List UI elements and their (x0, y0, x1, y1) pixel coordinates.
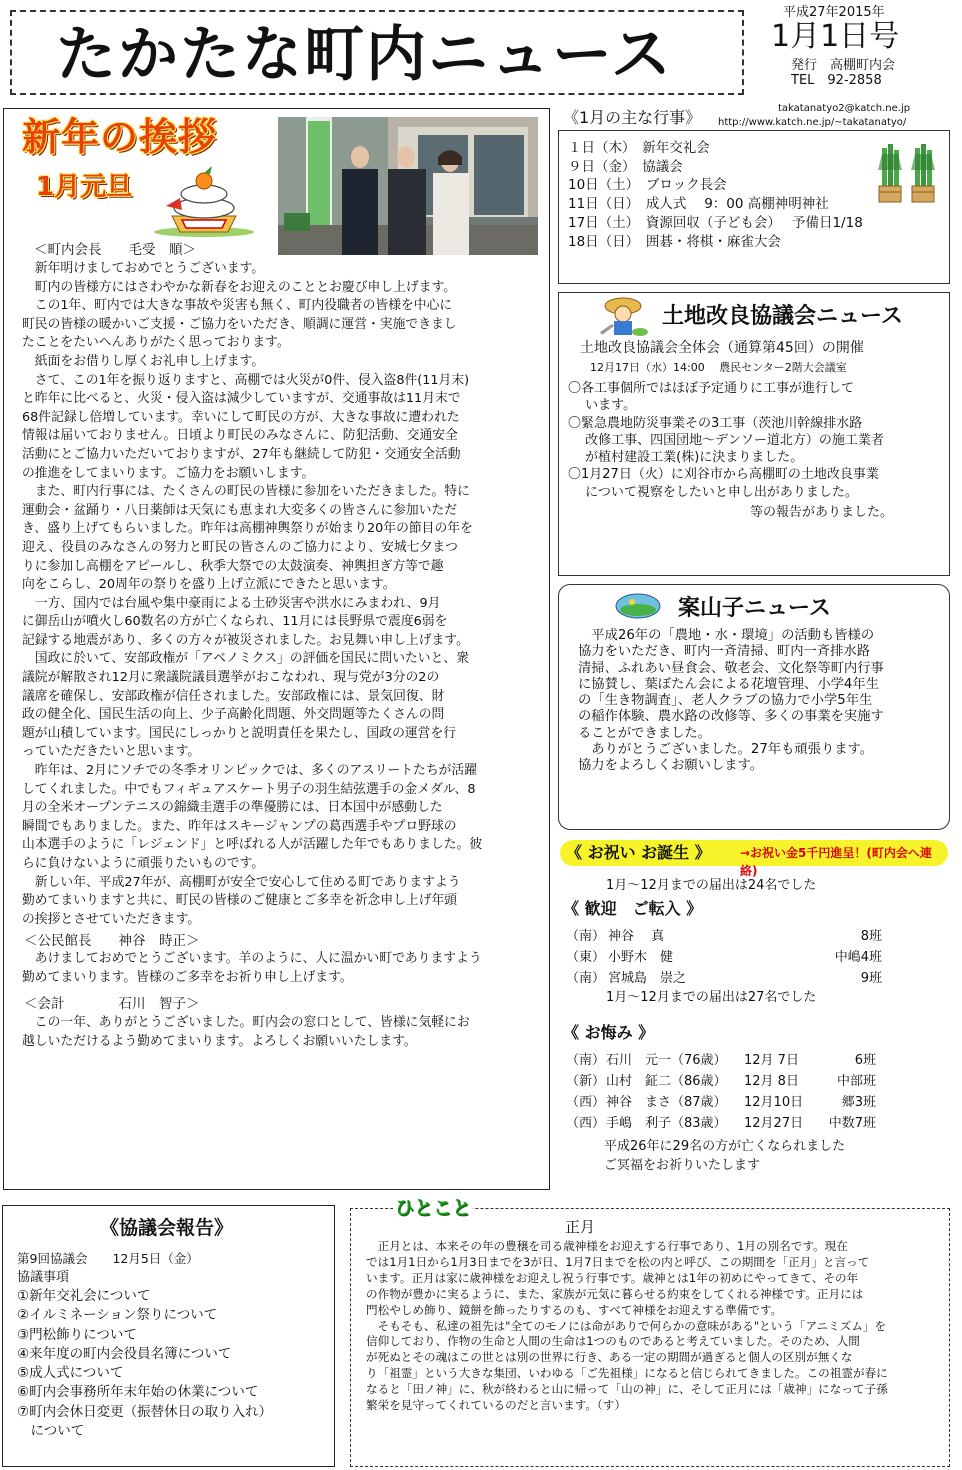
event-item: ９日（金） 協議会 (568, 158, 683, 175)
chair-line: また、町内行事には、たくさんの町民の皆様に参加をいただきました。特に (22, 484, 470, 500)
chair-line: に御岳山が噴火し60数名の方が亡くなられ、11月には長野県で震度6弱を (22, 614, 448, 630)
scarecrow-news-title: 案山子ニュース (678, 596, 831, 621)
condolence-date: 12月 8日 (744, 1074, 799, 1089)
chair-line: 新しい年、平成27年が、高棚町が安全で安心して住める町でありますよう (22, 874, 461, 890)
farmer-mascot-icon (594, 296, 652, 338)
condolence-date: 12月27日 (744, 1116, 804, 1131)
hitokoto-line: 繁栄を見守ってくれているのだと言います。（す） (366, 1398, 626, 1413)
event-item: １日（木） 新年交礼会 (568, 140, 710, 156)
welcome-name: 神谷 真 (608, 929, 665, 944)
chair-line: 活動にとご協力いただいておりますが、27年も継続して防犯・交通安全活動 (22, 446, 461, 462)
condolence-group: 郷3班 (841, 1095, 876, 1110)
land-line: 〇緊急農地防災事業その3工事（茨池川幹線排水路 (568, 415, 863, 431)
condolence-name: 手嶋 利子（83歳） (606, 1116, 727, 1131)
hitokoto-title: 正月 (565, 1218, 596, 1236)
issue-info (757, 5, 947, 97)
council-item: ⑥町内会事務所年末年始の休業について (17, 1384, 259, 1401)
scarecrow-line: ることができました。 (578, 725, 711, 741)
hitokoto-line: の作物が豊かに実るように、また、家族が元気に暮らせる約束をしてくれる神様です。正月には (366, 1286, 864, 1301)
contact-url[interactable]: http://www.katch.ne.jp/~takatanatyo/ (718, 117, 907, 128)
hitokoto-line: います。正月は家に歳神様をお迎えし祝う行事です。歳神とは1年の初めにやってきて、その年 (366, 1270, 859, 1285)
chair-line: の推進をしてまいります。ご協力をお願いします。 (22, 465, 315, 481)
condolence-group: 6班 (854, 1053, 876, 1068)
chair-line: 議院が解散され12月に衆議院議員選挙がおこなわれ、現与党が3分の2の (22, 670, 440, 686)
celebration-title: 《 お祝い お誕生 》 (566, 843, 711, 862)
welcome-row (566, 926, 882, 947)
scarecrow-line: の稲作体験、農水路の改修等、多くの事業を実施す (578, 709, 884, 725)
chair-line: りに参加し高棚をアピールし、秋季大祭での太鼓演奏、神輿担ぎ方等で趣 (22, 558, 444, 574)
chair-message (22, 260, 482, 929)
hall-message (22, 950, 482, 987)
treasurer-message (22, 1014, 470, 1051)
chair-line: 町内の皆様方にはさわやかな新春をお迎えのこととお慶び申し上げます。 (22, 279, 457, 295)
land-line: 改修工事、四国団地～デンソー道北方）の施工業者 (568, 432, 884, 448)
chair-line: 運動会・盆踊り・八日薬師は天気にも恵まれ大変多くの皆さんに参加いただ (22, 502, 458, 518)
hitokoto-line: 信仰しており、作物の生命と人間の生命は1つのものであると考えていました。そのため、人間 (366, 1334, 860, 1349)
welcome-group: 9班 (860, 971, 882, 986)
hall-line: 勤めてまいります。皆様のご多幸をお祈り申し上げます。 (22, 969, 353, 985)
council-item: ⑤成人式について (17, 1365, 124, 1382)
condolence-date: 12月10日 (744, 1095, 804, 1110)
condolence-area: （西） (566, 1116, 606, 1131)
condolence-row (566, 1050, 876, 1071)
hitokoto-line: 門松やしめ飾り、鏡餅を飾ったりするのも、すべて神様をお迎えする準備です。 (366, 1302, 783, 1317)
issue-date: 1月1日号 (771, 19, 900, 54)
chair-line: 迎え、役員のみなさんの努力と町民の皆さんのご協力により、安城七夕まつ (22, 539, 458, 555)
council-meeting: 第9回協議会 12月5日（金） (17, 1251, 199, 1266)
chair-line: 国政に於いて、安部政権が「アベノミクス」の評価を国民に問いたいと、衆 (22, 651, 469, 667)
scarecrow-line: 平成26年の「農地・水・環境」の活動も皆様の (578, 628, 875, 643)
greeting-subtitle: 1月元旦 (36, 172, 133, 202)
welcome-name: 宮城島 崇之 (608, 971, 687, 986)
scarecrow-report (578, 628, 884, 775)
welcome-name: 小野木 健 (608, 950, 674, 965)
welcome-row (566, 947, 882, 968)
treasurer-line: 越しいただけるよう勤めてまいります。よろしくお願いいたします。 (22, 1033, 417, 1049)
condolence-name: 石川 元一（76歳） (606, 1053, 727, 1068)
welcome-group: 8班 (860, 929, 882, 944)
phone-number: TEL 92-2858 (791, 73, 882, 88)
welcome-area: （南） (566, 929, 606, 944)
welcome-row (566, 968, 882, 989)
chair-line: 紙面をお借りし厚くお礼申し上げます。 (22, 353, 265, 369)
land-line: 〇各工事個所ではほぼ予定通りに工事が進行して (568, 381, 855, 396)
land-headline: 土地改良協議会全体会（通算第45回）の開催 (580, 340, 864, 356)
condolence-date: 12月 7日 (744, 1053, 799, 1068)
scarecrow-logo-icon (614, 592, 662, 620)
chair-line: たことをたいへんありがたく思っております。 (22, 335, 290, 351)
chair-line: の挨拶とさせていただきます。 (22, 911, 201, 927)
council-item: ②イルミネーション祭りについて (17, 1307, 218, 1324)
chair-line: き、盛り上げてもらいました。昨年は高棚神輿祭りが始まり20年の節目の年を (22, 521, 473, 537)
chair-label: ＜町内会長 毛受 順＞ (34, 242, 196, 258)
welcome-group: 中嶋4班 (834, 950, 882, 965)
land-line: 等の報告がありました。 (568, 505, 894, 521)
council-item: ①新年交礼会について (17, 1288, 151, 1304)
hitokoto-line: では1月1日から1月3日までを3が日、1月7日までを松の内と呼び、この期間を「正月」と言って (366, 1254, 870, 1269)
events-heading: 《1月の主な行事》 (563, 108, 702, 127)
issue-era: 平成27年2015年 (783, 5, 885, 20)
scarecrow-line: の「生き物調査」、老人クラブの協力で小学5年生 (578, 693, 873, 709)
welcome-title: 《 歓迎 ご転入 》 (563, 899, 703, 918)
scarecrow-line: に協賛し、葉ぼたん会による花壇管理、小学4年生 (578, 676, 879, 692)
hitokoto-line: り「祖霊」という大きな集団、いわゆる「ご先祖様」になると信じられてきました。この祖霊が春に (366, 1366, 888, 1381)
births-note: 1月～12月までの届出は24名でした (606, 878, 817, 893)
condolence-row (566, 1113, 876, 1134)
chair-line: 瞬間でもありました。また、昨年はスキージャンプの葛西選手やプロ野球の (22, 818, 457, 834)
greeting-title: 新年の挨拶 (22, 115, 218, 159)
condolence-prayer: ご冥福をお祈りいたします (604, 1158, 761, 1173)
condolence-area: （南） (566, 1053, 606, 1068)
council-item: について (17, 1423, 85, 1440)
land-line: 〇1月27日（火）に刈谷市から高棚町の土地改良事業 (568, 467, 879, 483)
scarecrow-line: ありがとうございました。27年も頑張ります。 (578, 742, 874, 758)
welcome-area: （東） (566, 950, 606, 965)
event-item: 11日（日） 成人式 9：00 高棚神明神社 (568, 196, 829, 213)
celebration-gift-note: →お祝い金5千円進呈！(町内会へ連絡) (740, 846, 932, 878)
condolence-note: 平成26年に29名の方が亡くなられました (604, 1139, 846, 1154)
hitokoto-line: が死ぬとその魂はこの世とは別の世界に行き、ある一定の期間が過ぎると個人の区別が無くな (366, 1350, 853, 1365)
chair-line: 政の健全化、国民生活の向上、少子高齢化問題、外交問題等たくさんの問 (22, 707, 445, 723)
kagami-mochi-icon (152, 162, 256, 238)
chair-line: 勤めてまいりますと共に、町民の皆様のご健康とご多幸を祈念申し上げ年頭 (22, 893, 458, 909)
chair-line: 一方、国内では台風や集中豪雨による土砂災害や洪水にみまわれ、9月 (22, 595, 441, 611)
officers-photo (278, 117, 538, 255)
land-news-title: 土地改良協議会ニュース (662, 304, 903, 329)
condolence-group: 中部班 (836, 1074, 876, 1089)
land-line: います。 (568, 398, 637, 414)
treasurer-label: ＜会計 石川 智子＞ (24, 996, 200, 1012)
land-report (568, 380, 893, 525)
condolence-row (566, 1071, 876, 1092)
chair-line: っていただきたいと思います。 (22, 744, 201, 760)
hitokoto-line: そもそも、私達の祖先は"全てのモノには命がありで何らかの意味がある"という「アニミズム」を (366, 1318, 887, 1333)
event-item: 10日（土） ブロック長会 (568, 177, 727, 194)
publisher: 発行 高棚町内会 (791, 58, 896, 73)
hitokoto-line: なると「田ノ神」に、秋が終わると山に帰って「山の神」に、そして正月には「歳神」になって子孫 (366, 1382, 888, 1397)
council-item: ④来年度の町内会役員名簿について (17, 1345, 232, 1362)
chair-line: 山本選手のように「レジェンド」と呼ばれる人が活躍した年でもありました。彼 (22, 837, 483, 853)
condolence-title: 《 お悔み 》 (563, 1023, 655, 1042)
chair-line: 昨年は、2月にソチでの冬季オリンピックでは、多くのアスリートたちが活躍 (22, 763, 478, 779)
chair-line: 情報は届いておりません。日頃より町民のみなさんに、防犯活動、交通安全 (22, 428, 458, 444)
land-line: が植村建設工業(株)に決まりました。 (568, 450, 804, 466)
events-list (568, 139, 863, 251)
treasurer-line: この一年、ありがとうございました。町内会の窓口として、皆様に気軽にお (22, 1015, 470, 1030)
chair-line: してくれました。中でもフィギュアスケート男子の羽生結弦選手の金メダル、8 (22, 781, 476, 797)
chair-line: 向をこらし、20周年の祭りを盛り上げ立派にできたと思います。 (22, 577, 396, 593)
hitokoto-label: ひとこと (395, 1197, 472, 1219)
condolence-area: （西） (566, 1095, 606, 1110)
hitokoto-line: 正月とは、本来その年の豊穣を司る歳神様をお迎えする行事であり、1月の別名です。現在 (366, 1239, 848, 1253)
condolence-row (566, 1092, 876, 1113)
scarecrow-line: 協力をよろしくお願いします。 (578, 758, 764, 774)
welcome-list (566, 926, 882, 989)
council-items-label: 協議事項 (17, 1270, 70, 1285)
chair-line: らに負けないように頑張りたいものです。 (22, 856, 265, 871)
chair-line: 68件記録し倍増しています。幸いにして町民の方が、大きな事故に遭われた (22, 409, 460, 425)
chair-line: 題が山積しています。国民にしっかりと説明責任を果たし、国政の運営を行 (22, 725, 457, 741)
condolence-group: 中数7班 (828, 1116, 876, 1131)
masthead (10, 10, 744, 95)
chair-line: 月の全米オープンテニスの錦織圭選手の準優勝には、日本国中が感動した (22, 800, 443, 816)
condolence-name: 山村 鉦二（86歳） (606, 1074, 727, 1089)
council-item: ⑦町内会休日変更（振替休日の取り入れ） (17, 1403, 273, 1420)
scarecrow-line: 清掃、ふれあい昼食会、敬老会、文化祭等町内行事 (578, 660, 884, 676)
council-items (17, 1287, 272, 1441)
contact-email[interactable]: takatanatyo2@katch.ne.jp (778, 103, 911, 114)
condolence-list (566, 1050, 876, 1134)
welcome-note: 1月～12月までの届出は27名でした (606, 990, 817, 1005)
chair-line: 町民の皆様の暖かいご支援・ご協力をいただき、順調に運営・実施できまし (22, 316, 457, 332)
hall-line: あけましておめでとうございます。羊のように、人に温かい町でありますよう (22, 951, 482, 966)
council-report-title: 《協議会報告》 (100, 1217, 234, 1239)
condolence-name: 神谷 まさ（87歳） (606, 1095, 727, 1110)
hall-label: ＜公民館長 神谷 時正＞ (24, 933, 200, 949)
land-line: について視察をしたいと申し出がありました。 (568, 484, 858, 500)
hitokoto-body (366, 1239, 888, 1414)
land-date-place: 12月17日（水）14:00 農民センター2階大会議室 (590, 361, 847, 374)
event-item: 17日（土） 資源回収（子ども会） 予備日1/18 (568, 214, 863, 231)
chair-line: 記録する地震があり、多くの方々が被災されました。お見舞い申し上げます。 (22, 632, 469, 648)
celebration-banner (560, 840, 948, 878)
chair-line: さて、この1年を振り返りますと、高棚では火災が0件、侵入盗8件(11月末) (22, 372, 470, 388)
chair-line: この1年、町内では大きな事故や災害も無く、町内役職者の皆様を中心に (22, 298, 453, 314)
newsletter-title: たかたな町内ニュース (56, 20, 673, 90)
scarecrow-line: 協力をいただき、町内一斉清掃、町内一斉排水路 (578, 644, 870, 660)
welcome-area: （南） (566, 971, 606, 986)
condolence-area: （新） (566, 1074, 606, 1089)
chair-line: 議席を確保し、安部政権が信任されました。安部政権には、景気回復、財 (22, 688, 445, 704)
chair-line: 新年明けましておめでとうございます。 (22, 261, 265, 276)
kadomatsu-icon (874, 140, 940, 206)
event-item: 18日（日） 囲碁・将棋・麻雀大会 (568, 233, 781, 250)
chair-line: と昨年に比べると、火災・侵入盗は減少していますが、交通事故は11月末で (22, 391, 461, 407)
council-item: ③門松飾りについて (17, 1326, 137, 1343)
